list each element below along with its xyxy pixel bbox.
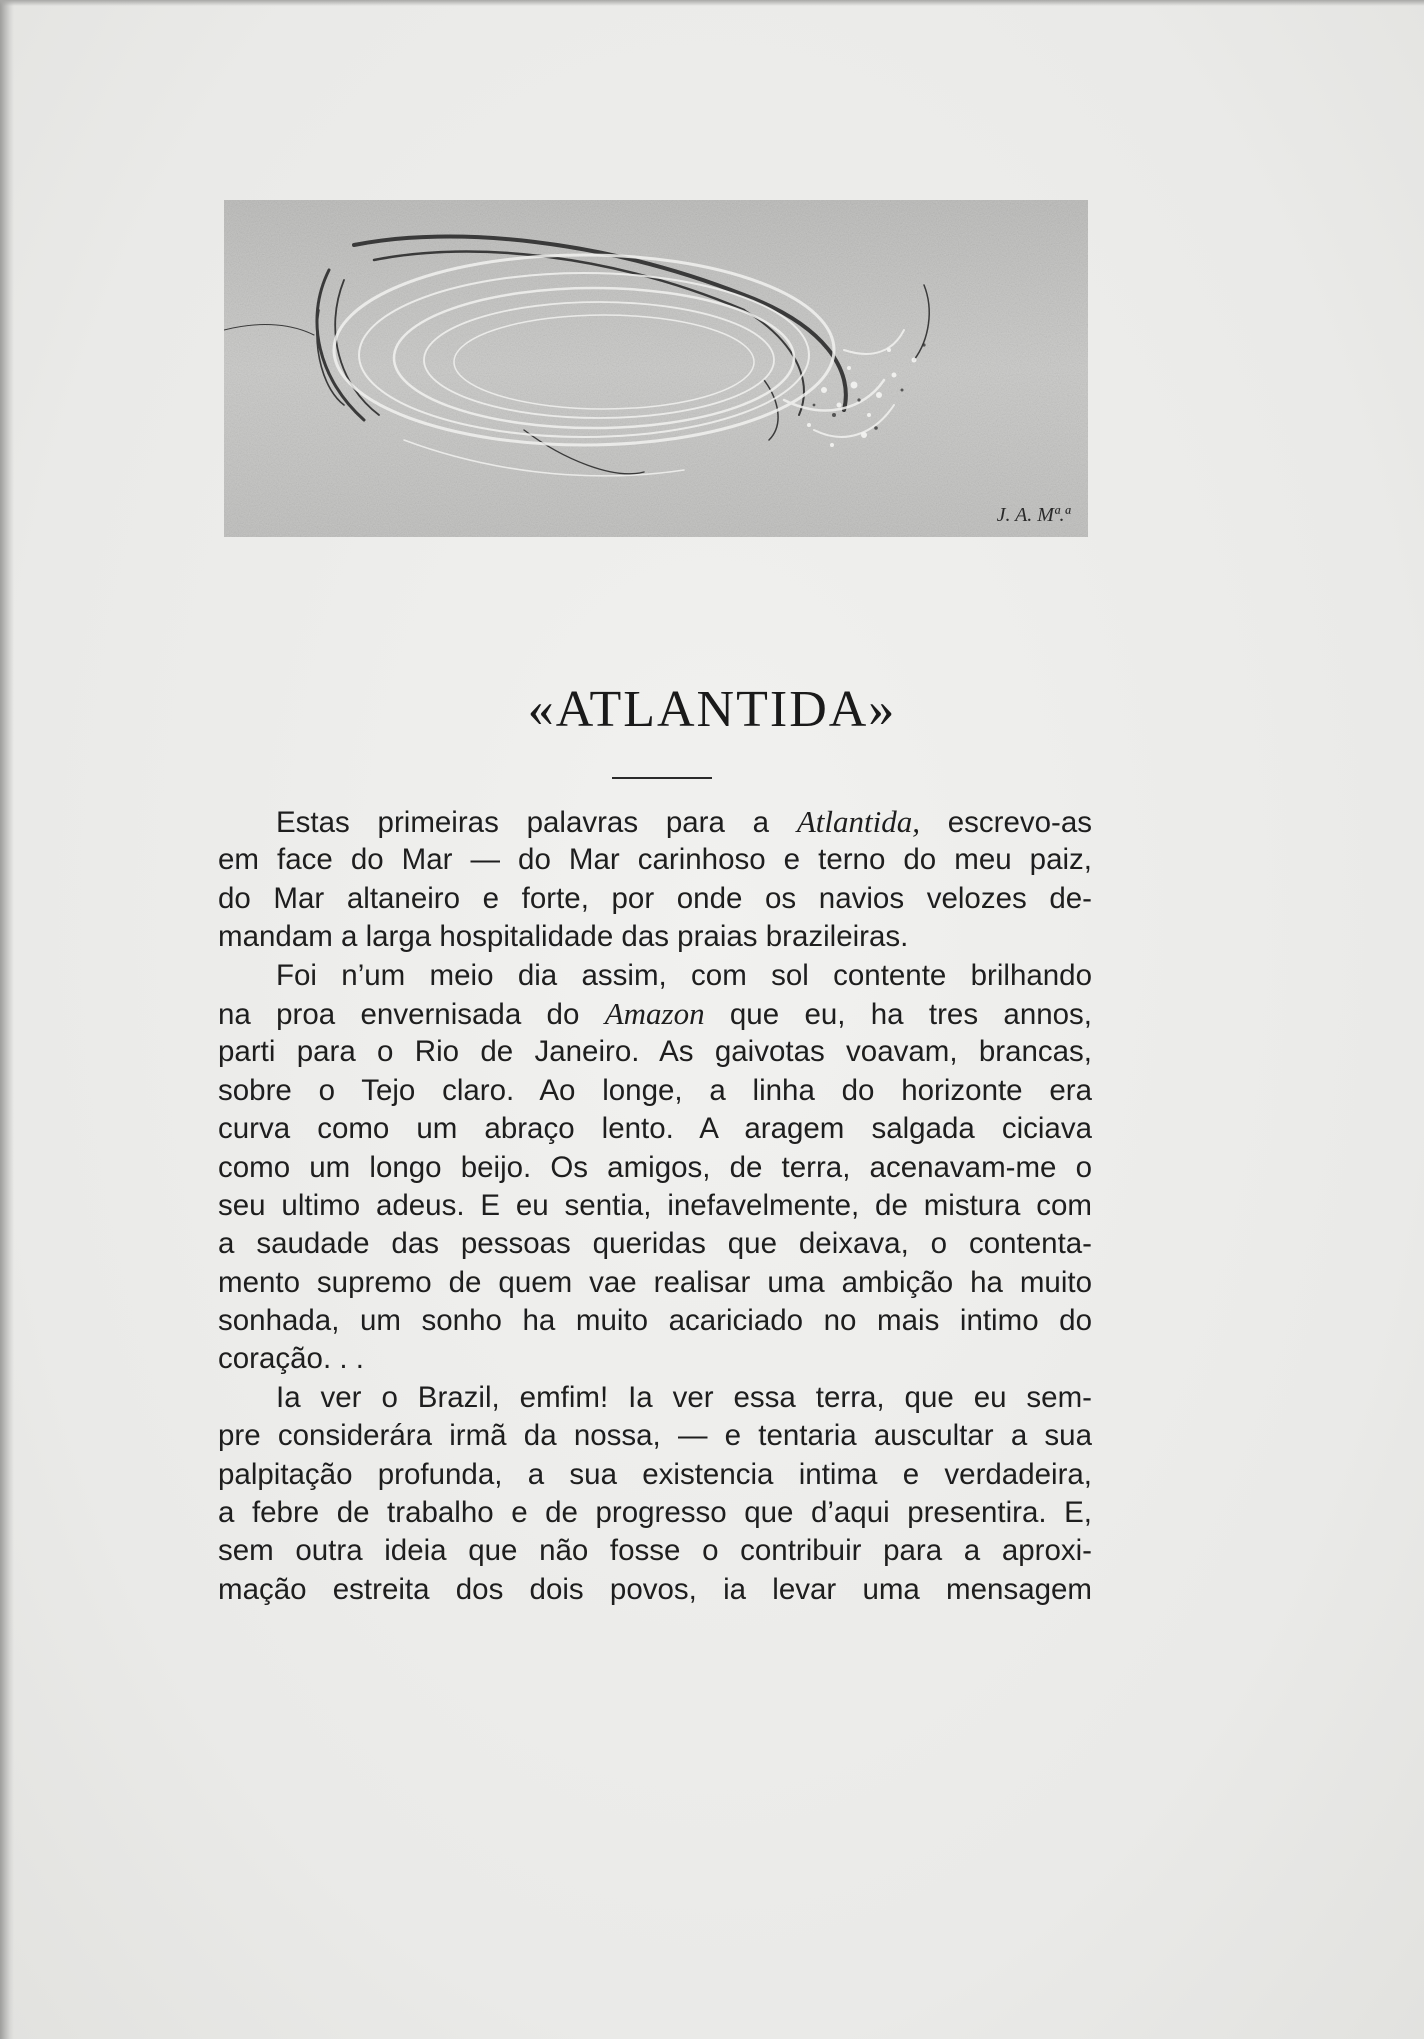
body-text [218,803,1092,1609]
text-line: sobre o Tejo claro. Ao longe, a linha do horizonte era [218,1073,1092,1107]
italic-title: Atlantida, [796,804,920,839]
text-line: do Mar altaneiro e forte, por onde os navios velozes de- [218,881,1092,915]
text-line: curva como um abraço lento. A aragem salgada ciciava [218,1112,1092,1146]
text-run: Estas primeiras palavras para a [276,806,797,839]
text-line: sonhada, um sonho ha muito acariciado no mais intimo do [218,1304,1092,1338]
text-line: parti para o Rio de Janeiro. As gaivotas voavam, brancas, [218,1035,1092,1069]
chapter-heading: «ATLANTIDA» [527,681,897,738]
text-line: palpitação profunda, a sua existencia intima e verdadeira, [218,1457,1092,1491]
italic-ship-name: Amazon [604,995,705,1031]
illustration-signature: J. A. Mª.ª [996,504,1070,526]
page-edge-shadow [0,0,14,2039]
text-line: coração. . . [218,1342,364,1376]
text-line: Foi n’um meio dia assim, com sol contente brilhando [276,958,1092,992]
text-run: na proa envernisada do [218,997,605,1031]
heading-rule [612,777,712,779]
text-line: como um longo beijo. Os amigos, de terra, acenavam-me o [218,1150,1092,1184]
text-line: Ia ver o Brazil, emfim! Ia ver essa terra, que eu sem- [276,1380,1092,1414]
text-line: sem outra ideia que não fosse o contribuir para a aproxi- [218,1534,1092,1568]
text-line: em face do Mar — do Mar carinhoso e terno do meu paiz, [218,843,1092,877]
ocean-waves-illustration [224,200,1088,537]
text-line: mação estreita dos dois povos, ia levar uma mensagem [218,1572,1092,1606]
text-line: seu ultimo adeus. E eu sentia, inefavelmente, de mistura com [218,1188,1092,1222]
text-run: que eu, ha tres annos, [704,997,1092,1031]
text-line: mandam a larga hospitalidade das praias brazileiras. [218,920,909,954]
text-run: escrevo-as [919,806,1092,839]
text-line [218,995,1092,1033]
page-top-edge [0,0,1424,6]
text-line [218,803,1092,841]
text-line: mento supremo de quem vae realisar uma ambição ha muito [218,1265,1092,1299]
text-line: a febre de trabalho e de progresso que d’aqui presentira. E, [218,1496,1092,1530]
text-line: pre considerára irmã da nossa, — e tentaria auscultar a sua [218,1419,1092,1453]
text-line: a saudade das pessoas queridas que deixava, o contenta- [218,1227,1092,1261]
